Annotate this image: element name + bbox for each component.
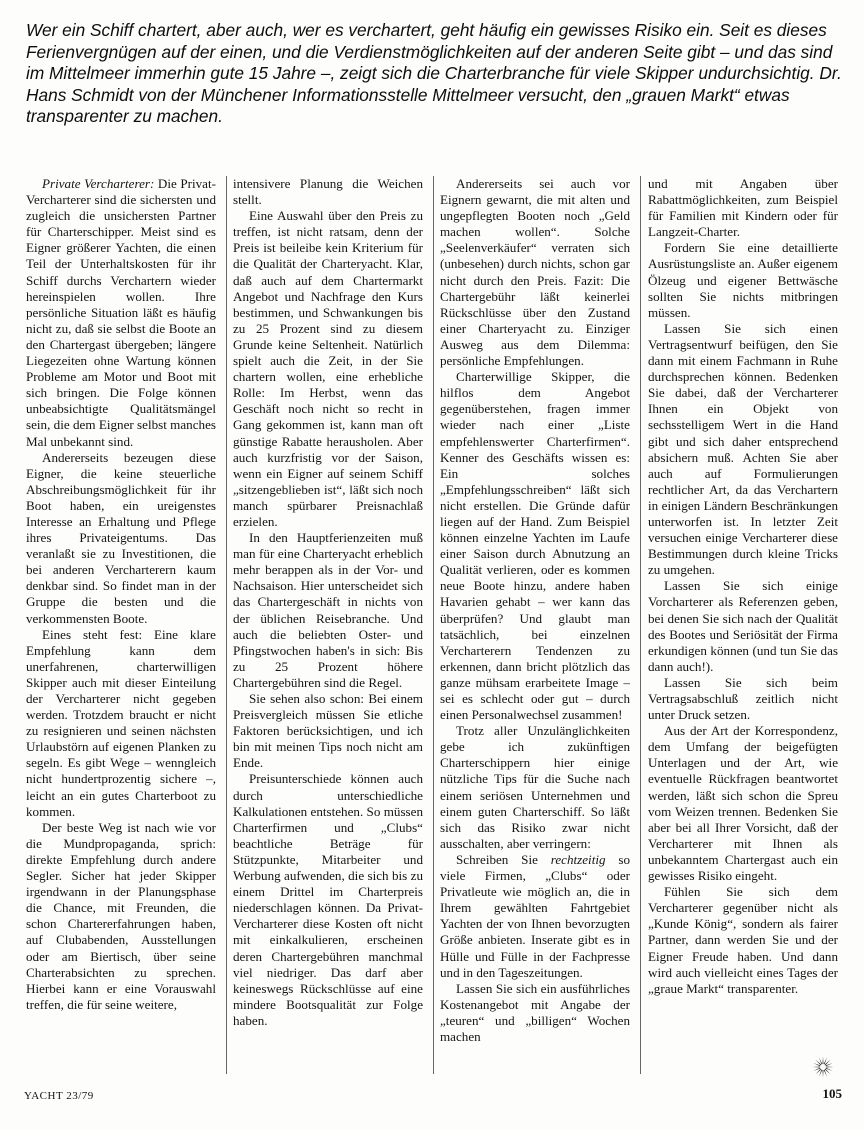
paragraph: Lassen Sie sich einen Vertragsentwurf beifügen, den Sie dann mit einem Fachmann in Ruhe durchsprechen können. Bedenken Sie dabei, daß der Vercharterer Ihnen ein Objekt von sechsstelligem Wert in die Hand gibt und sich daher entsprechend absichern muß. Achten Sie aber auch auf Formulierungen rechtlicher Art, da das Verchartern in einigen Ländern Beschränkungen unterworfen ist. In letzter Zeit versuchen einige Vercharterer diese Bestimmungen durch kleine Tricks zu umgehen. [648, 320, 838, 578]
column-4 [648, 176, 838, 1084]
paragraph [440, 852, 630, 981]
column-2 [233, 176, 423, 1084]
issue-label: YACHT 23/79 [24, 1090, 94, 1102]
column-divider [433, 176, 434, 1074]
emphasis: rechtzeitig [550, 851, 606, 867]
paragraph: Andererseits sei auch vor Eignern gewarnt, die mit alten und ungepflegten Booten noch „Geld machen wollen“. Solche „Seelenverkäufer“ verraten sich (unbesehen) durch nichts, schon gar nicht durch den Preis. Fazit: Die Chartergebühr läßt keinerlei Rückschlüsse über den Zustand einer Charteryacht zu. Einziger Ausweg aus dem Dilemma: persönliche Empfehlungen. [440, 176, 630, 369]
paragraph: Charterwillige Skipper, die hilflos dem Angebot gegenüberstehen, fragen immer wieder nach einer „Liste empfehlenswerter Charterfirmen“. Kenner des Geschäfts wissen es: Ein solches „Empfehlungsschreiben“ läßt sich nicht erstellen. Die Gründe dafür liegen auf der Hand. Zum Beispiel können einzelne Yachten im Laufe einer Saison durch Abnutzung an Qualität verlieren, oder es kommen neue Boote hinzu, andere haben Havarien gehabt – wer kann das überprüfen? Und glaubt man tatsächlich, bei einzelnen Vercharterern Tendenzen zu erkennen, dann bricht plötzlich das ganze mühsam erarbeitete Image – sei es schlecht oder gut – durch einen Personalwechsel zusammen! [440, 369, 630, 723]
paragraph: Eine Auswahl über den Preis zu treffen, ist nicht ratsam, denn der Preis ist beileibe kein Kriterium für die Qualität der Charteryacht. Klar, daß auch auf dem Chartermarkt Angebot und Nachfrage den Kurs bestimmen, und Schwankungen bis zu 25 Prozent sind zu diesem Grunde keine Seltenheit. Natürlich spielt auch die Zeit, in der Sie chartern wollen, eine erhebliche Rolle: Im Herbst, wenn das Geschäft noch nicht so recht in Gang gekommen ist, kann man oft günstige Rabatte herausholen. Aber auch kurzfristig vor der Saison, wenn ein Eigner auf seinem Schiff „sitzengeblieben ist“, läßt sich noch manch spürbarer Preisnachlaß erzielen. [233, 208, 423, 529]
article-columns [26, 176, 838, 1084]
paragraph-text: so viele Firmen, „Clubs“ oder Privatleute wie möglich an, die in Ihrem gewählten Fahrtgebiet Yachten der von Ihnen bevorzugten Größe anbieten. Inserate gibt es in Hülle und Fülle in der Fachpresse und in den Tageszeitungen. [440, 851, 630, 980]
paragraph: Andererseits bezeugen diese Eigner, die keine steuerliche Abschreibungsmöglichkeit für ihr Boot haben, ein ureigenstes Interesse an Erhaltung und Pflege ihres Privateigentums. Das veranlaßt sie zu Investitionen, die bei anderen Vercharterern kaum denkbar sind. So findet man in der Gruppe die besten und die verkommensten Boote. [26, 449, 216, 626]
paragraph: Der beste Weg ist nach wie vor die Mundpropaganda, sprich: direkte Empfehlung durch andere Segler. Sicher hat jeder Skipper irgendwann in der Planungsphase die Chance, mit Freunden, die schon Chartererfahrungen haben, auf Clubabenden, Ausstellungen oder am Biertisch, über seine Charterabsichten zu sprechen. Hierbei kann er eine Vorauswahl treffen, die für seine weitere, [26, 819, 216, 1012]
paragraph: Trotz aller Unzulänglichkeiten gebe ich zukünftigen Charterschippern hier einige nützliche Tips für die Suche nach einem seriösen Unternehmen und einem guten Charterschiff. So läßt sich das Risiko zwar nicht ausschalten, aber verringern: [440, 723, 630, 851]
paragraph: Lassen Sie sich ein ausführliches Kostenangebot mit Angabe der „teuren“ und „billigen“ Wochen machen [440, 980, 630, 1044]
paragraph: und mit Angaben über Rabattmöglichkeiten, zum Beispiel für Familien mit Kindern oder für Langzeit-Charter. [648, 176, 838, 240]
paragraph: Preisunterschiede können auch durch unterschiedliche Kalkulationen entstehen. So müssen Charterfirmen und „Clubs“ beachtliche Beträge für Stützpunkte, Mitarbeiter und Werbung aufwenden, die sich bis zu einem Drittel im Charterpreis niederschlagen können. Da Privat-Vercharterer diese Kosten oft nicht mit einkalkulieren, erscheinen deren Chartergebühren manchmal viel niedriger. Das darf aber keineswegs Rückschlüsse auf eine mindere Bootsqualität zur Folge haben. [233, 771, 423, 1028]
paragraph: Eines steht fest: Eine klare Empfehlung kann dem unerfahrenen, charterwilligen Skipper auch mit dieser Einteilung der Vercharterer nicht gegeben werden. Trotzdem braucht er nicht zu resignieren und seinen nächsten Urlaubstörn auf eigenen Planken zu segeln. Es gibt Wege – wenngleich nicht hundertprozentig sichere –, leicht an ein gutes Charterboot zu kommen. [26, 626, 216, 819]
paragraph: In den Hauptferienzeiten muß man für eine Charteryacht erheblich mehr berappen als in der Vor- und Nachsaison. Hier unterscheidet sich das Chartergeschäft in nichts von der üblichen Reisebranche. Und auch die beliebten Oster- und Pfingstwochen haben's in sich: Bis zu 25 Prozent höhere Chartergebühren sind die Regel. [233, 530, 423, 690]
column-3 [440, 176, 630, 1084]
lead-paragraph: Wer ein Schiff chartert, aber auch, wer es verchartert, geht häufig ein gewisses Risiko ein. Seit es dieses Ferienvergnügen auf der einen, und die Verdienstmöglichkeiten auf der anderen Seite gibt – und das sind im Mittelmeer immerhin gute 15 Jahre –, zeigt sich die Charterbranche für viele Skipper undurchsichtig. Dr. Hans Schmidt von der Münchener Informationsstelle Mittelmeer versucht, den „grauen Markt“ etwas transparenter zu machen. [26, 20, 842, 126]
sunburst-end-icon [812, 1056, 834, 1078]
paragraph: Lassen Sie sich einige Vorcharterer als Referenzen geben, bei denen Sie sich nach der Qualität des Bootes und Seriösität der Firma erkundigen können (und tun Sie das dann auch!). [648, 578, 838, 674]
column-divider [226, 176, 227, 1074]
paragraph [26, 176, 216, 450]
paragraph-text: Schreiben Sie [456, 851, 551, 867]
paragraph: Sie sehen also schon: Bei einem Preisvergleich müssen Sie etliche Faktoren berücksichtigen, und ich bin mit meinen Tips noch nicht am Ende. [233, 691, 423, 771]
column-divider [640, 176, 641, 1074]
paragraph: Lassen Sie sich beim Vertragsabschluß zeitlich nicht unter Druck setzen. [648, 674, 838, 723]
paragraph: Fühlen Sie sich dem Vercharterer gegenüber nicht als „Kunde König“, sondern als fairer Partner, dann werden Sie und der Eigner Freude haben. Und dann wird auch vielleicht eines Tages der „graue Markt“ transparenter. [648, 884, 838, 996]
paragraph: intensivere Planung die Weichen stellt. [233, 176, 423, 208]
page-number: 105 [822, 1086, 842, 1101]
paragraph: Fordern Sie eine detaillierte Ausrüstungsliste an. Außer eigenem Ölzeug und eigener Bettwäsche sollten Sie nichts mitbringen müssen. [648, 240, 838, 320]
column-1 [26, 176, 216, 1084]
subheading: Private Vercharterer: [42, 176, 155, 191]
paragraph-text: Die Privat-Vercharterer sind die sichersten und zugleich die unsichersten Partner für Charterschipper. Meist sind es Eigner größerer Yachten, die einen Teil der Unterhaltskosten für ihr Schiff durchs Verchartern wieder hereinspielen wollen. Ihre persönliche Situation läßt es häufig nicht zu, daß sie selbst die Boote an den Chartergast übergeben; längere Liegezeiten ohne Wartung können Probleme am Motor und Boot mit sich bringen. Die Folge können unbeabsichtigte Qualitätsmängel sein, die dem Eigner selbst manches Mal unbekannt sind. [26, 176, 216, 449]
paragraph: Aus der Art der Korrespondenz, dem Umfang der beigefügten Unterlagen und der Art, wie eventuelle Rückfragen beantwortet werden, läßt sich schon die Spreu vom Weizen trennen. Bedenken Sie aber bei all Ihrer Vorsicht, daß der Vercharterer mit Ihnen als unbekanntem Chartergast auch ein gewisses Risiko eingeht. [648, 723, 838, 884]
